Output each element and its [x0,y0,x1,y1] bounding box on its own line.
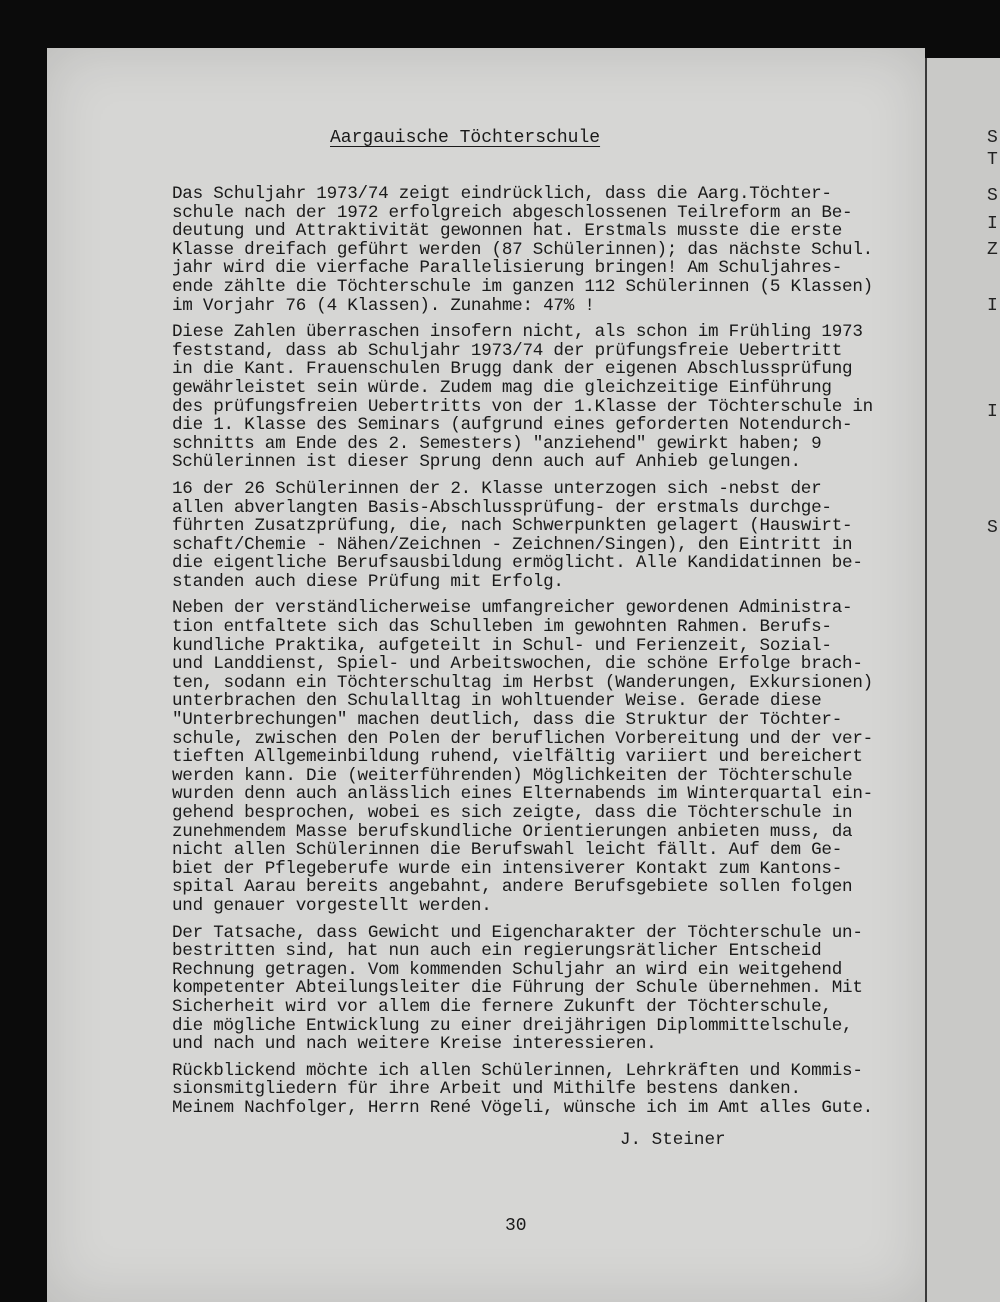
text-line: zunehmendem Masse berufskundliche Orientierungen anbieten muss, da [172,821,853,842]
text-line: tieften Allgemeinbildung ruhend, vielfältig variiert und bereichert [172,747,863,768]
text-line: nicht allen Schülerinnen die Berufswahl leicht fällt. Auf dem Ge- [172,840,843,861]
text-line: schule nach der 1972 erfolgreich abgeschlossenen Teilreform an Be- [172,202,853,223]
text-line: kundliche Praktika, aufgeteilt in Schul- und Ferienzeit, Sozial- [172,635,832,656]
text-line: Klasse dreifach geführt werden (87 Schülerinnen); das nächste Schul. [172,239,873,260]
text-line: standen auch diese Prüfung mit Erfolg. [172,571,564,592]
text-line: spital Aarau bereits angebahnt, andere Berufsgebiete sollen folgen [172,877,853,898]
text-line: deutung und Attraktivität gewonnen hat. Erstmals musste die erste [172,221,843,242]
text-line: die mögliche Entwicklung zu einer dreijährigen Diplommittelschule, [172,1015,853,1036]
paragraph [172,480,917,592]
adjacent-page-fragment: I [987,214,998,234]
text-line: in die Kant. Frauenschulen Brugg dank der eigenen Abschlussprüfung [172,359,853,380]
text-line: 16 der 26 Schülerinnen der 2. Klasse unterzogen sich -nebst der [172,478,822,499]
paragraph [172,599,917,915]
text-line: Das Schuljahr 1973/74 zeigt eindrücklich, dass die Aarg.Töchter- [172,184,832,204]
adjacent-page-fragment: S [987,518,998,538]
text-line: "Unterbrechungen" machen deutlich, dass die Struktur der Töchter- [172,710,843,731]
adjacent-page-fragment: S [987,186,998,206]
signature: J. Steiner [620,1130,726,1150]
adjacent-page-fragment: I [987,402,998,422]
text-line: gehend besprochen, wobei es sich zeigte, dass die Töchterschule in [172,803,853,823]
text-line: Neben der verständlicherweise umfangreicher gewordenen Administra- [172,598,853,619]
paragraph [172,1062,917,1118]
text-line: führten Zusatzprüfung, die, nach Schwerpunkten gelagert (Hauswirt- [172,516,853,537]
text-line: im Vorjahr 76 (4 Klassen). Zunahme: 47% ! [172,295,595,316]
text-line: jahr wird die vierfache Parallelisierung bringen! Am Schuljahres- [172,258,843,279]
text-line: Sicherheit wird vor allem die fernere Zukunft der Töchterschule, [172,996,832,1017]
paragraph [172,185,917,315]
text-line: ende zählte die Töchterschule im ganzen 112 Schülerinnen (5 Klassen) [172,276,873,297]
page-title: Aargauische Töchterschule [330,128,601,148]
text-line: und genauer vorgestellt werden. [172,895,492,916]
adjacent-page-fragment: Z [987,240,998,260]
text-line: schaft/Chemie - Nähen/Zeichnen - Zeichnen/Singen), den Eintritt in [172,534,853,555]
text-line: biet der Pflegeberufe wurde ein intensiverer Kontakt zum Kantons- [172,858,843,879]
text-line: feststand, dass ab Schuljahr 1973/74 der prüfungsfreie Uebertritt [172,340,843,361]
adjacent-page-fragment: I [987,296,998,316]
page-number: 30 [505,1216,527,1236]
text-line: die eigentliche Berufsausbildung ermöglicht. Alle Kandidatinnen be- [172,553,863,574]
text-line: des prüfungsfreien Uebertritts von der 1.Klasse der Töchterschule in [172,396,873,417]
document-body [172,185,917,1126]
adjacent-page-fragment: S [987,128,998,148]
text-line: tion entfaltete sich das Schulleben im gewohnten Rahmen. Berufs- [172,617,832,638]
text-line: wurden denn auch anlässlich eines Elternabends im Winterquartal ein- [172,784,873,805]
adjacent-page-fragment: T [987,150,998,170]
paragraph [172,924,917,1054]
text-line: allen abverlangten Basis-Abschlussprüfung- der erstmals durchge- [172,497,832,518]
text-line: Meinem Nachfolger, Herrn René Vögeli, wünsche ich im Amt alles Gute. [172,1097,873,1118]
text-line: werden kann. Die (weiterführenden) Möglichkeiten der Töchterschule [172,765,853,786]
text-line: bestritten sind, hat nun auch ein regierungsrätlicher Entscheid [172,941,822,962]
text-line: sionsmitgliedern für ihre Arbeit und Mithilfe bestens danken. [172,1079,801,1100]
paragraph [172,323,917,472]
text-line: gewährleistet sein würde. Zudem mag die gleichzeitige Einführung [172,377,832,398]
text-line: und nach und nach weitere Kreise interessieren. [172,1034,657,1055]
text-line: Rechnung getragen. Vom kommenden Schuljahr an wird ein weitgehend [172,959,843,980]
text-line: schnitts am Ende des 2. Semesters) "anziehend" gewirkt haben; 9 [172,433,822,454]
text-line: schule, zwischen den Polen der beruflichen Vorbereitung und der ver- [172,728,873,749]
text-line: Der Tatsache, dass Gewicht und Eigencharakter der Töchterschule un- [172,922,863,943]
text-line: Diese Zahlen überraschen insofern nicht, als schon im Frühling 1973 [172,322,863,343]
text-line: und Landdienst, Spiel- und Arbeitswochen, die schöne Erfolge brach- [172,654,863,675]
text-line: die 1. Klasse des Seminars (aufgrund eines geforderten Notendurch- [172,415,853,436]
text-line: kompetenter Abteilungsleiter die Führung der Schule übernehmen. Mit [172,978,863,999]
text-line: Rückblickend möchte ich allen Schülerinnen, Lehrkräften und Kommis- [172,1060,863,1081]
text-line: unterbrachen den Schulalltag in wohltuender Weise. Gerade diese [172,691,822,712]
text-line: ten, sodann ein Töchterschultag im Herbst (Wanderungen, Exkursionen) [172,672,873,693]
adjacent-page-edge [924,58,1000,1302]
text-line: Schülerinnen ist dieser Sprung denn auch auf Anhieb gelungen. [172,452,801,473]
